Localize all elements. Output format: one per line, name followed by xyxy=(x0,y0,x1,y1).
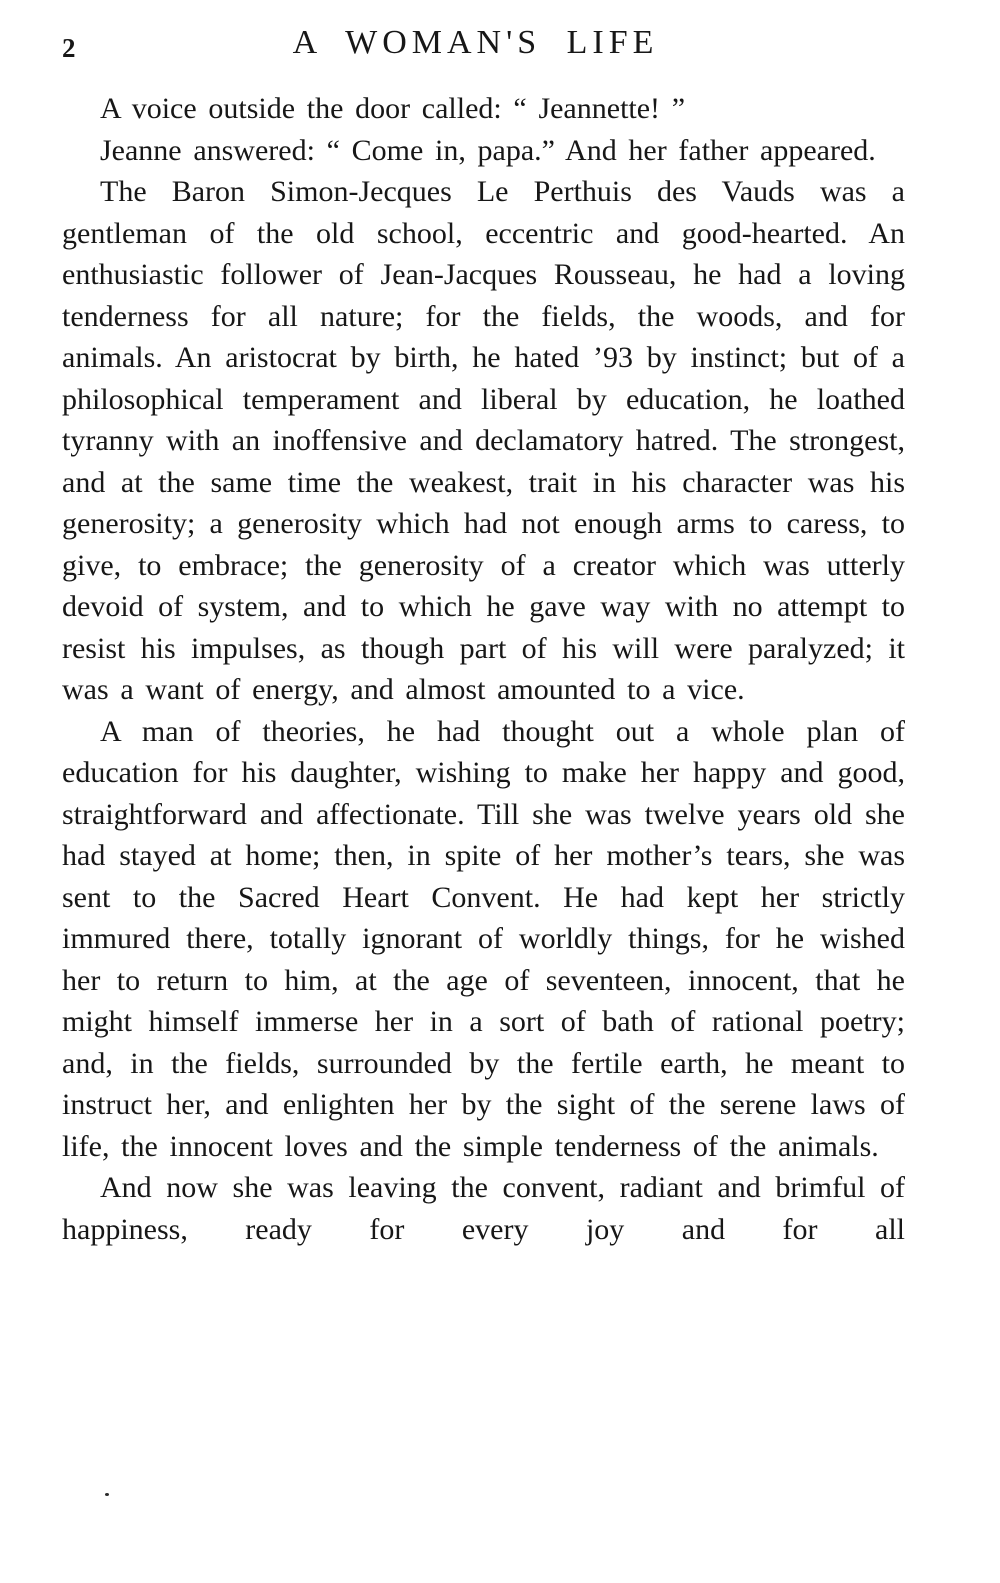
paragraph-education-plan: A man of theories, he had thought out a whole plan of education for his daughter, wishing to make her happy and good, straightforward and affectionate. Till she was twelve years old she had stayed at home; then, in spite of her mother’s tears, she was sent to the Sacred Heart Convent. He had kept her strictly immured there, totally ignorant of worldly things, for he wished her to return to him, at the age of seventeen, innocent, that he might himself immerse her in a sort of bath of rational poetry; and, in the fields, surrounded by the fertile earth, he meant to instruct her, and enlighten her by the sight of the serene laws of life, the innocent loves and the simple tenderness of the animals. xyxy=(62,714,905,1163)
page-number: 2 xyxy=(62,33,77,63)
scan-artifact-dot xyxy=(105,1493,109,1496)
paragraph-leaving-convent: And now she was leaving the convent, radiant and brimful of happiness, ready for every joy and for all xyxy=(62,1171,905,1246)
paragraph-dialogue-1: A voice outside the door called: “ Jeannette! ” xyxy=(100,92,686,125)
running-title: A WOMAN'S LIFE xyxy=(292,24,659,61)
page-header xyxy=(62,24,905,68)
paragraph-dialogue-2: Jeanne answered: “ Come in, papa.” And her father appeared. xyxy=(100,133,876,167)
page-body xyxy=(62,88,905,1250)
paragraph-baron-description: The Baron Simon-Jecques Le Perthuis des Vauds was a gentleman of the old school, eccentric and good-hearted. An enthusiastic follower of Jean-Jacques Rousseau, he had a loving tenderness for all nature; for the fields, the woods, and for animals. An aristocrat by birth, he hated ’93 by instinct; but of a philosophical temperament and liberal by education, he loathed tyranny with an inoffensive and declamatory hatred. The strongest, and at the same time the weakest, trait in his character was his generosity; a generosity which had not enough arms to caress, to give, to embrace; the generosity of a creator which was utterly devoid of system, and to which he gave way with no attempt to resist his impulses, as though part of his will were paralyzed; it was a want of energy, and almost amounted to a vice. xyxy=(62,175,905,706)
